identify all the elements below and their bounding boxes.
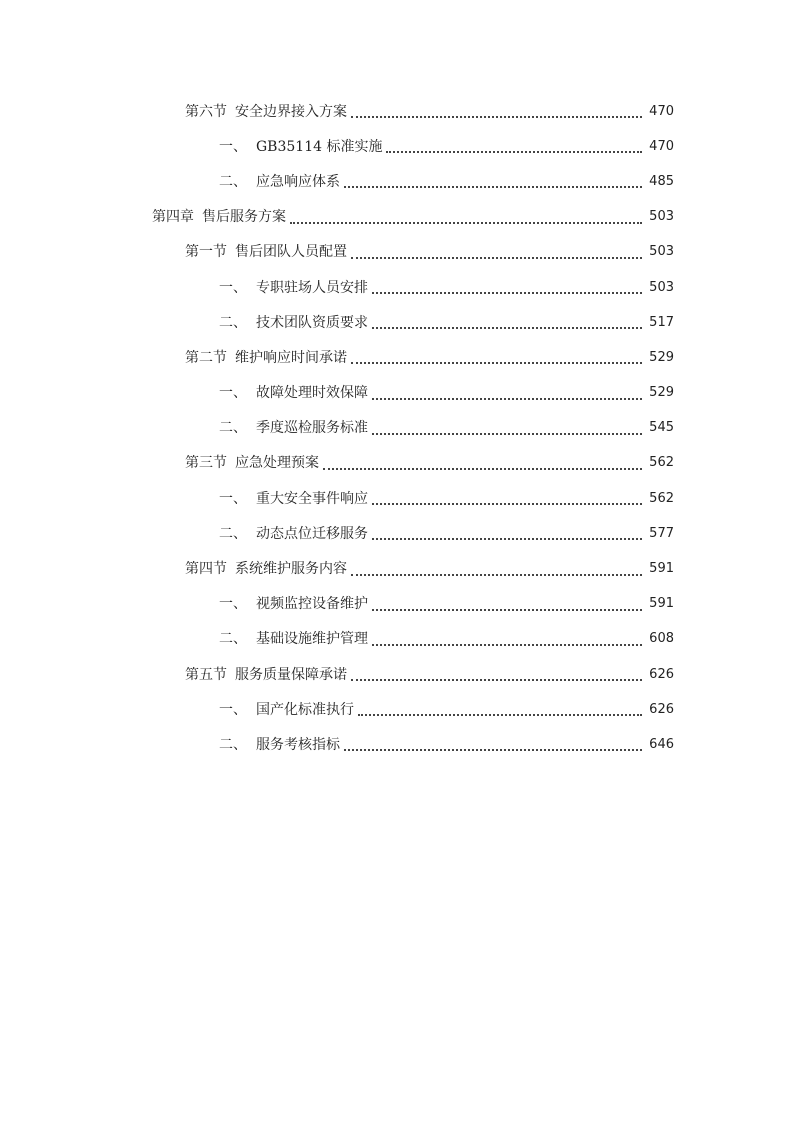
toc-entry-title xyxy=(219,701,354,719)
toc-entry-number: 一、 xyxy=(219,490,247,507)
toc-entry-number: 一、 xyxy=(219,596,247,613)
toc-entry-title xyxy=(219,525,368,543)
toc-entry-title xyxy=(219,173,340,191)
toc-entry[interactable] xyxy=(0,692,793,727)
toc-entry[interactable] xyxy=(0,94,793,129)
dot-leader xyxy=(351,256,642,259)
toc-entry[interactable] xyxy=(0,727,793,762)
toc-entry-text: GB35114 标准实施 xyxy=(256,138,383,155)
toc-entry-text: 国产化标准执行 xyxy=(256,701,354,718)
toc-page-number: 545 xyxy=(649,420,674,436)
toc-entry-title xyxy=(219,314,368,332)
toc-page-number: 529 xyxy=(649,385,674,401)
toc-entry-text: 应急响应体系 xyxy=(256,173,340,190)
dot-leader xyxy=(344,748,642,751)
toc-entry[interactable] xyxy=(0,305,793,340)
toc-entry-text: 服务考核指标 xyxy=(256,736,340,753)
toc-entry-title xyxy=(185,560,347,578)
toc-entry-text: 专职驻场人员安排 xyxy=(256,279,368,296)
toc-entry-number: 一、 xyxy=(219,385,247,402)
toc-entry-text: 视频监控设备维护 xyxy=(256,596,368,613)
toc-entry[interactable] xyxy=(0,551,793,586)
toc-entry-title xyxy=(219,279,368,297)
dot-leader xyxy=(372,537,642,540)
toc-entry-number: 第五节 xyxy=(185,666,227,683)
toc-entry-title xyxy=(185,103,347,121)
dot-leader xyxy=(344,185,642,188)
toc-entry-text: 技术团队资质要求 xyxy=(256,314,368,331)
toc-page-number: 517 xyxy=(649,314,674,330)
toc-entry-text: 重大安全事件响应 xyxy=(256,490,368,507)
toc-entry-title xyxy=(152,208,286,226)
toc-entry[interactable] xyxy=(0,376,793,411)
toc-entry-number: 一、 xyxy=(219,138,247,155)
dot-leader xyxy=(372,608,642,611)
toc-entry-title xyxy=(185,454,319,472)
toc-entry-number: 第四节 xyxy=(185,561,227,578)
toc-entry-number: 二、 xyxy=(219,420,247,437)
toc-entry-number: 一、 xyxy=(219,701,247,718)
toc-entry-number: 二、 xyxy=(219,525,247,542)
toc-page-number: 646 xyxy=(649,736,674,752)
toc-entry[interactable] xyxy=(0,657,793,692)
toc-entry-number: 一、 xyxy=(219,279,247,296)
dot-leader xyxy=(372,397,642,400)
table-of-contents xyxy=(0,94,793,763)
dot-leader xyxy=(386,150,642,153)
toc-entry-text: 季度巡检服务标准 xyxy=(256,420,368,437)
toc-entry[interactable] xyxy=(0,200,793,235)
toc-page-number: 626 xyxy=(649,701,674,717)
toc-entry-title xyxy=(219,630,368,648)
toc-page-number: 529 xyxy=(649,349,674,365)
toc-entry-number: 第三节 xyxy=(185,455,227,472)
toc-entry-title xyxy=(185,666,347,684)
toc-page-number: 608 xyxy=(649,631,674,647)
toc-entry-text: 动态点位迁移服务 xyxy=(256,525,368,542)
toc-page-number: 626 xyxy=(649,666,674,682)
toc-entry[interactable] xyxy=(0,481,793,516)
toc-entry[interactable] xyxy=(0,235,793,270)
toc-entry[interactable] xyxy=(0,164,793,199)
toc-entry[interactable] xyxy=(0,270,793,305)
toc-entry-title xyxy=(219,384,368,402)
toc-entry[interactable] xyxy=(0,587,793,622)
toc-page-number: 591 xyxy=(649,596,674,612)
toc-entry[interactable] xyxy=(0,411,793,446)
toc-entry[interactable] xyxy=(0,622,793,657)
dot-leader xyxy=(372,291,642,294)
toc-entry-number: 二、 xyxy=(219,314,247,331)
toc-entry-title xyxy=(219,419,368,437)
toc-entry-title xyxy=(185,349,347,367)
toc-entry-text: 基础设施维护管理 xyxy=(256,631,368,648)
dot-leader xyxy=(372,502,642,505)
dot-leader xyxy=(372,643,642,646)
dot-leader xyxy=(323,467,642,470)
toc-entry-title xyxy=(219,138,382,156)
toc-page-number: 562 xyxy=(649,490,674,506)
toc-page-number: 577 xyxy=(649,525,674,541)
dot-leader xyxy=(358,713,642,716)
toc-page-number: 503 xyxy=(649,279,674,295)
toc-entry-text: 系统维护服务内容 xyxy=(235,561,347,578)
toc-page-number: 503 xyxy=(649,244,674,260)
toc-page-number: 503 xyxy=(649,209,674,225)
toc-page-number: 470 xyxy=(649,138,674,154)
toc-entry-text: 售后团队人员配置 xyxy=(235,244,347,261)
toc-entry-number: 第一节 xyxy=(185,244,227,261)
dot-leader xyxy=(351,361,642,364)
toc-entry-text: 故障处理时效保障 xyxy=(256,385,368,402)
toc-entry[interactable] xyxy=(0,340,793,375)
toc-entry-number: 第六节 xyxy=(185,103,227,120)
dot-leader xyxy=(351,573,642,576)
dot-leader xyxy=(290,221,642,224)
toc-entry-text: 安全边界接入方案 xyxy=(235,103,347,120)
toc-entry[interactable] xyxy=(0,129,793,164)
toc-page-number: 562 xyxy=(649,455,674,471)
toc-entry-text: 售后服务方案 xyxy=(202,209,286,226)
toc-entry-text: 维护响应时间承诺 xyxy=(235,349,347,366)
toc-entry-title xyxy=(219,595,368,613)
toc-entry-number: 二、 xyxy=(219,173,247,190)
dot-leader xyxy=(351,115,642,118)
toc-page-number: 485 xyxy=(649,173,674,189)
toc-entry-text: 服务质量保障承诺 xyxy=(235,666,347,683)
toc-page-number: 470 xyxy=(649,103,674,119)
toc-entry[interactable] xyxy=(0,446,793,481)
toc-entry[interactable] xyxy=(0,516,793,551)
toc-entry-title xyxy=(185,243,347,261)
toc-entry-number: 第四章 xyxy=(152,209,194,226)
toc-entry-number: 二、 xyxy=(219,631,247,648)
toc-entry-title xyxy=(219,490,368,508)
dot-leader xyxy=(372,326,642,329)
toc-entry-text: 应急处理预案 xyxy=(235,455,319,472)
toc-entry-number: 第二节 xyxy=(185,349,227,366)
toc-entry-title xyxy=(219,736,340,754)
dot-leader xyxy=(351,678,642,681)
toc-page-number: 591 xyxy=(649,561,674,577)
dot-leader xyxy=(372,432,642,435)
toc-entry-number: 二、 xyxy=(219,736,247,753)
